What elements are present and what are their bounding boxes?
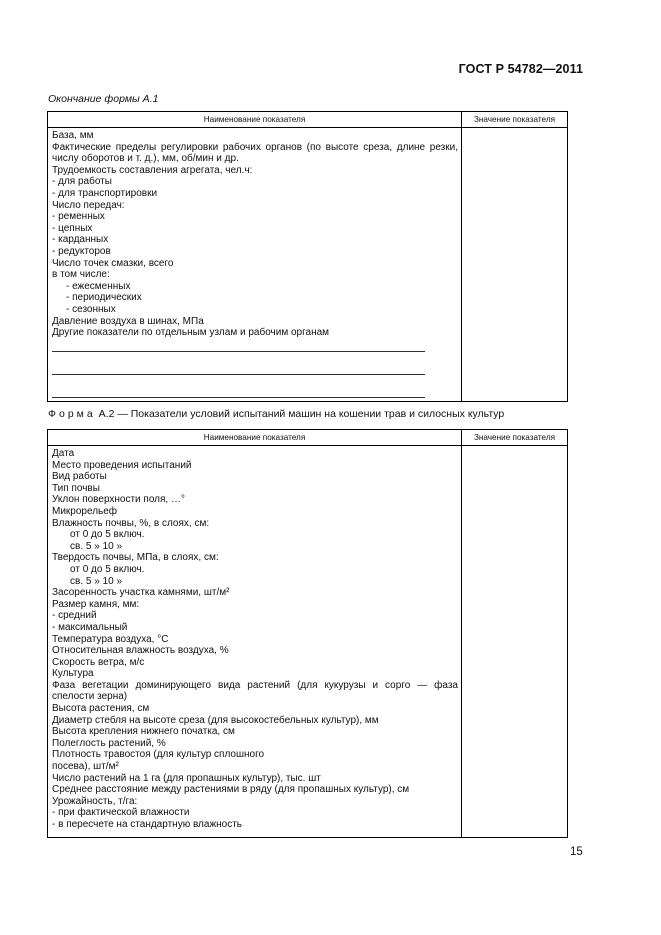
indicator-row: Место проведения испытаний <box>52 459 192 471</box>
indicator-row: Скорость ветра, м/с <box>52 656 145 668</box>
form-a2-row-list <box>52 448 458 831</box>
page-number: 15 <box>570 846 583 858</box>
indicator-row: Диаметр стебля на высоте среза (для высокостебельных культур), мм <box>52 714 379 726</box>
form-a2-caption-prefix: Форма <box>48 408 96 420</box>
form-a2-caption-text: А.2 — Показатели условий испытаний машин на кошении трав и силосных культур <box>98 408 505 420</box>
indicator-row: Влажность почвы, %, в слоях, см: <box>52 517 210 529</box>
indicator-row: Микрорельеф <box>52 505 118 517</box>
indicator-row: Число растений на 1 га (для пропашных культур), тыс. шт <box>52 772 321 784</box>
indicator-row: Урожайность, т/га: <box>52 795 138 807</box>
indicator-row: Вид работы <box>52 471 107 483</box>
indicator-row: - сезонных <box>66 303 116 315</box>
form-a1-values-cell <box>462 128 568 402</box>
indicator-row: Культура <box>52 668 94 680</box>
indicator-row: - максимальный <box>52 621 128 633</box>
indicator-row: Дата <box>52 448 75 459</box>
indicator-row: Уклон поверхности поля, …° <box>52 494 185 506</box>
indicator-row: - периодических <box>66 292 142 304</box>
indicator-row: от 0 до 5 включ. <box>70 529 145 541</box>
indicator-row: - карданных <box>52 234 109 246</box>
indicator-row: Плотность травостоя (для культур сплошного <box>52 749 265 761</box>
indicator-row: База, мм <box>52 130 94 141</box>
indicator-row: - для работы <box>52 176 112 188</box>
indicator-row: - цепных <box>52 222 93 234</box>
blank-line <box>52 341 425 352</box>
indicator-row: Среднее расстояние между растениями в ряду (для пропашных культур), см <box>52 784 410 796</box>
indicator-row: Температура воздуха, °С <box>52 633 169 645</box>
indicator-row: Фаза вегетации доминирующего вида растений (для кукурузы и сорго — фаза спелости зерна) <box>52 679 458 703</box>
indicator-row: Другие показатели по отдельным узлам и рабочим органам <box>52 327 330 339</box>
indicator-row: от 0 до 5 включ. <box>70 563 145 575</box>
indicator-row: посева), шт/м² <box>52 761 119 773</box>
indicator-row: Твердость почвы, МПа, в слоях, см: <box>52 552 219 564</box>
indicator-row: Число точек смазки, всего <box>52 257 174 269</box>
form-a2-caption <box>48 408 504 420</box>
indicator-row: Фактические пределы регулировки рабочих органов (по высоте среза, длине резки, числу оборотов и т. д.), мм, об/мин и др. <box>52 141 458 165</box>
indicator-row: - ежесменных <box>66 280 131 292</box>
form-a2-table <box>47 429 568 838</box>
blank-line <box>52 364 425 375</box>
indicator-row: - редукторов <box>52 245 111 257</box>
indicator-row: Полеглость растений, % <box>52 737 166 749</box>
form-a1-header-name: Наименование показателя <box>48 112 462 128</box>
indicator-row: Тип почвы <box>52 482 100 494</box>
indicator-row: Давление воздуха в шинах, МПа <box>52 315 204 327</box>
form-a1-names-cell <box>48 128 462 402</box>
form-a2-names-cell <box>48 446 462 838</box>
indicator-row: - для транспортировки <box>52 187 158 199</box>
indicator-row: Трудоемкость составления агрегата, чел.ч: <box>52 164 253 176</box>
indicator-row: Относительная влажность воздуха, % <box>52 645 229 657</box>
indicator-row: - средний <box>52 610 97 622</box>
indicator-row: св. 5 » 10 » <box>70 540 123 552</box>
indicator-row: Число передач: <box>52 199 125 211</box>
form-a2-header-value: Значение показателя <box>462 430 568 446</box>
indicator-row: Высота крепления нижнего початка, см <box>52 726 235 738</box>
indicator-row: - ременных <box>52 211 105 223</box>
indicator-row: Размер камня, мм: <box>52 598 140 610</box>
form-a1-header-value: Значение показателя <box>462 112 568 128</box>
form-a1-table <box>47 111 568 402</box>
form-a2-values-cell <box>462 446 568 838</box>
indicator-row: Засоренность участка камнями, шт/м² <box>52 587 230 599</box>
indicator-row: - в пересчете на стандартную влажность <box>52 819 243 830</box>
indicator-row: св. 5 » 10 » <box>70 575 123 587</box>
document-code: ГОСТ Р 54782—2011 <box>458 62 583 76</box>
indicator-row: - при фактической влажности <box>52 807 190 819</box>
form-a2-header-name: Наименование показателя <box>48 430 462 446</box>
form-a1-row-list <box>52 130 458 339</box>
indicator-row: Высота растения, см <box>52 703 150 715</box>
form-a1-caption: Окончание формы А.1 <box>48 93 159 105</box>
blank-line <box>52 387 425 398</box>
indicator-row: в том числе: <box>52 269 110 281</box>
